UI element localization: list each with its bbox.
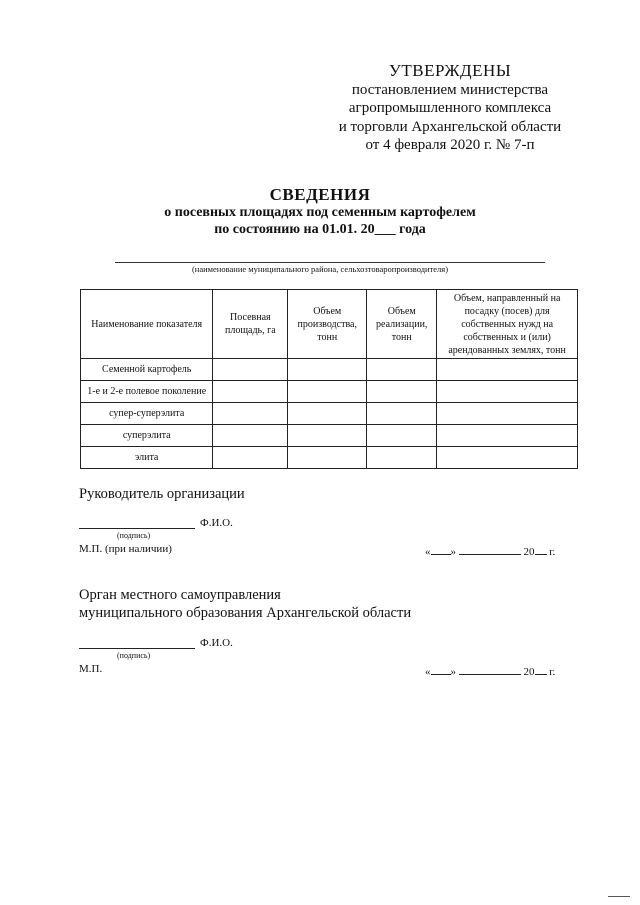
day-blank[interactable] (431, 663, 451, 675)
date-open-quote: « (425, 666, 431, 678)
header-planting-volume: Объем, направленный на посадку (посев) для собственных нужд на собственных и (или) арендованных землях, тонн (437, 290, 578, 359)
approval-block (320, 62, 580, 155)
table-row (81, 381, 578, 403)
header-sown-area: Посевная площадь, га (213, 290, 288, 359)
table-cell[interactable] (213, 425, 288, 447)
table-cell[interactable] (288, 381, 367, 403)
head-signature-caption: (подпись) (117, 531, 151, 540)
year-suffix: г. (549, 546, 556, 558)
table-header-row (81, 290, 578, 359)
table-cell[interactable] (367, 425, 437, 447)
date-close-quote: » (450, 546, 456, 558)
table-cell[interactable] (437, 381, 578, 403)
table-cell[interactable] (367, 359, 437, 381)
row-label: Семенной картофель (81, 359, 213, 381)
year-blank[interactable] (535, 543, 547, 555)
header-production-volume: Объем производства, тонн (288, 290, 367, 359)
head-signature-line[interactable] (79, 517, 195, 529)
table-cell[interactable] (288, 425, 367, 447)
year-blank[interactable] (535, 663, 547, 675)
table-row (81, 425, 578, 447)
table-row (81, 359, 578, 381)
document-date-line: по состоянию на 01.01. 20___ года (214, 222, 426, 237)
row-label: 1-е и 2-е полевое поколение (81, 381, 213, 403)
header-indicator-name: Наименование показателя (81, 290, 213, 359)
table-cell[interactable] (367, 381, 437, 403)
table-cell[interactable] (213, 359, 288, 381)
head-section-title: Руководитель организации (79, 486, 245, 502)
table-cell[interactable] (213, 381, 288, 403)
table-cell[interactable] (367, 447, 437, 469)
head-fio-label: Ф.И.О. (200, 517, 233, 529)
day-blank[interactable] (431, 543, 451, 555)
document-subtitle: о посевных площадях под семенным картофелем (164, 205, 476, 220)
approval-line-4: от 4 февраля 2020 г. № 7-п (365, 137, 535, 153)
year-prefix: 20 (523, 666, 535, 678)
table-cell[interactable] (288, 359, 367, 381)
header-sales-volume: Объем реализации, тонн (367, 290, 437, 359)
table-cell[interactable] (437, 425, 578, 447)
date-close-quote: » (450, 666, 456, 678)
approval-line-3: и торговли Архангельской области (338, 118, 562, 135)
page-corner-mark (608, 896, 630, 897)
row-label: супер-суперэлита (81, 403, 213, 425)
table-row (81, 447, 578, 469)
document-title: СВЕДЕНИЯ (269, 185, 371, 204)
authority-stamp-label: М.П. (79, 663, 103, 675)
authority-signature-line[interactable] (79, 637, 195, 649)
approval-line-2: агропромышленного комплекса (348, 100, 552, 116)
month-blank[interactable] (459, 543, 521, 555)
date-open-quote: « (425, 546, 431, 558)
municipality-caption: (наименование муниципального района, сельхозтоваропроизводителя) (191, 264, 449, 274)
table-cell[interactable] (437, 403, 578, 425)
year-prefix: 20 (523, 546, 535, 558)
table-cell[interactable] (213, 403, 288, 425)
row-label: суперэлита (81, 425, 213, 447)
table-cell[interactable] (288, 403, 367, 425)
table-cell[interactable] (437, 447, 578, 469)
row-label: элита (81, 447, 213, 469)
municipality-fill-line (115, 262, 545, 263)
table-row (81, 403, 578, 425)
authority-date-line (425, 663, 555, 678)
month-blank[interactable] (459, 663, 521, 675)
approval-heading: УТВЕРЖДЕНЫ (388, 61, 512, 80)
approval-line-1: постановлением министерства (351, 81, 549, 98)
authority-title-line-1: Орган местного самоуправления (79, 587, 281, 603)
authority-fio-label: Ф.И.О. (200, 637, 233, 649)
head-date-line (425, 543, 555, 558)
table-cell[interactable] (437, 359, 578, 381)
table-cell[interactable] (367, 403, 437, 425)
authority-signature-caption: (подпись) (117, 651, 151, 660)
authority-title-line-2: муниципального образования Архангельской области (79, 605, 412, 621)
seed-potato-table (80, 289, 578, 469)
table-cell[interactable] (288, 447, 367, 469)
head-stamp-label: М.П. (при наличии) (79, 543, 172, 555)
year-suffix: г. (549, 666, 556, 678)
table-cell[interactable] (213, 447, 288, 469)
